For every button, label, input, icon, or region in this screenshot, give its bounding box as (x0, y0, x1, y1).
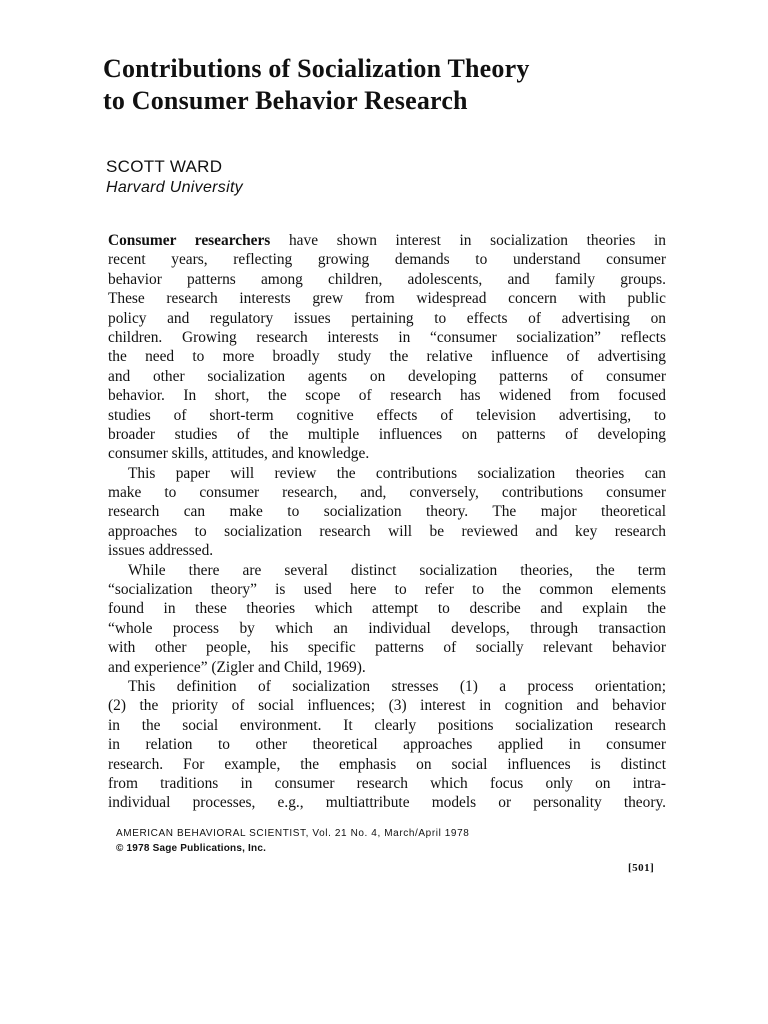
body-line: the need to more broadly study the relative influence of advertising (108, 348, 666, 366)
article-title (103, 53, 703, 117)
body-line: research. For example, the emphasis on social influences is distinct (108, 755, 666, 773)
body-line: recent years, reflecting growing demands to understand consumer (108, 251, 666, 269)
body-line: and other socialization agents on developing patterns of consumer (108, 367, 666, 385)
body-line: While there are several distinct socialization theories, the term (128, 561, 666, 579)
title-line-2: to Consumer Behavior Research (103, 86, 468, 115)
body-line: behavior patterns among children, adolescents, and family groups. (108, 270, 666, 288)
body-line: in the social environment. It clearly positions socialization research (108, 716, 666, 734)
body-line: and experience” (Zigler and Child, 1969). (108, 658, 366, 676)
author-affiliation: Harvard University (106, 179, 243, 196)
body-line: research can make to socialization theory. The major theoretical (108, 503, 666, 521)
lead-in-text: Consumer researchers (108, 232, 271, 249)
body-line: make to consumer research, and, conversely, contributions consumer (108, 484, 666, 502)
body-line: “socialization theory” is used here to refer to the common elements (108, 581, 666, 599)
body-line: approaches to socialization research will be reviewed and key research (108, 522, 666, 540)
title-line-1: Contributions of Socialization Theory (103, 54, 530, 83)
body-line: (2) the priority of social influences; (3) interest in cognition and behavior (108, 697, 666, 715)
body-line: These research interests grew from widespread concern with public (108, 290, 666, 308)
copyright-notice: © 1978 Sage Publications, Inc. (116, 843, 267, 854)
body-line: found in these theories which attempt to describe and explain the (108, 600, 666, 618)
article-body (108, 231, 666, 813)
body-line: “whole process by which an individual develops, through transaction (108, 619, 666, 637)
journal-citation: AMERICAN BEHAVIORAL SCIENTIST, Vol. 21 No. 4, March/April 1978 (116, 828, 470, 839)
body-line: with other people, his specific patterns of socially relevant behavior (108, 639, 666, 657)
author-name: SCOTT WARD (106, 157, 223, 176)
page-number: [501] (628, 862, 655, 874)
body-line: individual processes, e.g., multiattribute models or personality theory. (108, 794, 666, 812)
body-line: from traditions in consumer research which focus only on intra- (108, 774, 666, 792)
body-line: studies of short-term cognitive effects of television advertising, to (108, 406, 666, 424)
body-line: broader studies of the multiple influences on patterns of developing (108, 425, 666, 443)
body-line: policy and regulatory issues pertaining to effects of advertising on (108, 309, 666, 327)
body-line: in relation to other theoretical approaches applied in consumer (108, 736, 666, 754)
body-line: This definition of socialization stresses (1) a process orientation; (128, 677, 666, 695)
body-line: This paper will review the contributions socialization theories can (128, 464, 666, 482)
body-line: consumer skills, attitudes, and knowledge. (108, 445, 370, 463)
body-line: Consumer researchers have shown interest in socialization theories in (108, 232, 666, 249)
body-line: children. Growing research interests in “consumer socialization” reflects (108, 328, 666, 346)
journal-footer (116, 826, 469, 856)
body-line: issues addressed. (108, 542, 214, 560)
body-line: behavior. In short, the scope of research has widened from focused (108, 387, 666, 405)
